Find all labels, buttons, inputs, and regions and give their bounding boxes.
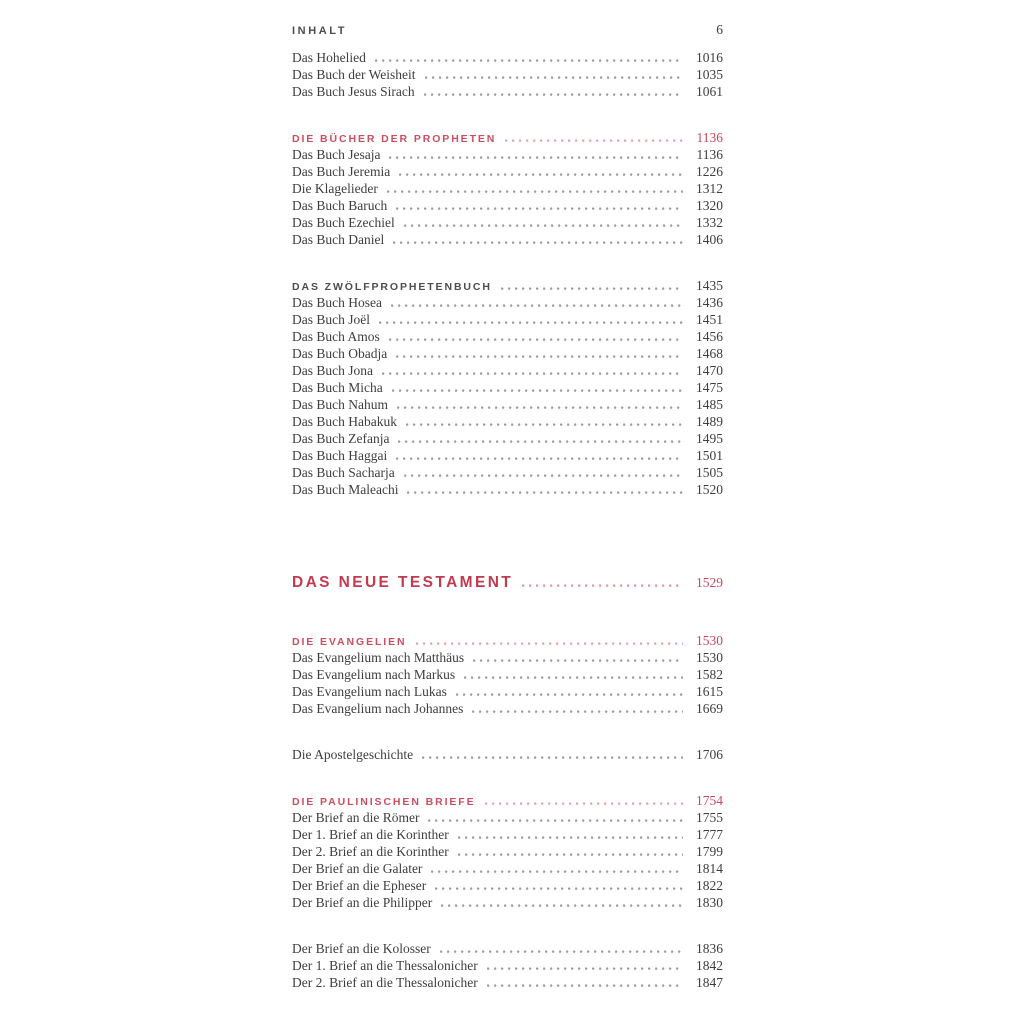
dot-leader xyxy=(416,642,683,645)
toc-section-heading xyxy=(292,632,723,649)
dot-leader xyxy=(404,224,683,227)
toc-entry xyxy=(292,311,723,328)
toc-entry-page: 1435 xyxy=(696,278,723,293)
toc-entry-title: Das Buch Baruch xyxy=(292,198,388,213)
toc-entry-page: 1489 xyxy=(696,414,723,429)
toc-entry-title: Der Brief an die Philipper xyxy=(292,895,433,910)
page-title: INHALT xyxy=(292,25,348,37)
toc-entry-title: Das Buch Maleachi xyxy=(292,482,399,497)
toc-entry-title: Das Evangelium nach Matthäus xyxy=(292,650,465,665)
toc-entry-title: Das Buch Obadja xyxy=(292,346,388,361)
toc-entry xyxy=(292,396,723,413)
toc-entry xyxy=(292,940,723,957)
toc-entry xyxy=(292,649,723,666)
toc-entry xyxy=(292,826,723,843)
toc-entry-title: Das Buch Ezechiel xyxy=(292,215,395,230)
dot-leader xyxy=(522,584,683,587)
toc-entry xyxy=(292,83,723,100)
toc-entry-page: 1529 xyxy=(696,575,723,590)
toc-entry-title: DAS NEUE TESTAMENT xyxy=(292,574,514,591)
toc-entry-page: 1136 xyxy=(696,147,723,162)
dot-leader xyxy=(396,207,683,210)
toc-section-heading xyxy=(292,792,723,809)
toc-group xyxy=(292,632,723,717)
toc-entry-title: Das Buch Jesus Sirach xyxy=(292,84,415,99)
toc-group xyxy=(292,277,723,498)
toc-entry-page: 1436 xyxy=(696,295,723,310)
toc-entry xyxy=(292,809,723,826)
dot-leader xyxy=(398,440,683,443)
dot-leader xyxy=(441,904,683,907)
toc-group xyxy=(292,746,723,763)
toc-entry-title: DIE BÜCHER DER PROPHETEN xyxy=(292,133,497,145)
toc-group xyxy=(292,49,723,100)
toc-entry-title: Der Brief an die Kolosser xyxy=(292,941,431,956)
toc-entry-page: 1830 xyxy=(696,895,723,910)
toc-entry-title: Der Brief an die Römer xyxy=(292,810,420,825)
toc-entry-title: Das Evangelium nach Lukas xyxy=(292,684,447,699)
toc-entry xyxy=(292,146,723,163)
toc-entry-title: Der 2. Brief an die Korinther xyxy=(292,844,449,859)
toc-entry xyxy=(292,413,723,430)
toc-entry xyxy=(292,294,723,311)
toc-entry xyxy=(292,362,723,379)
toc-entry-page: 1312 xyxy=(696,181,723,196)
toc-entry xyxy=(292,974,723,991)
toc-entry-page: 1061 xyxy=(696,84,723,99)
toc-entry xyxy=(292,877,723,894)
toc-group xyxy=(292,792,723,911)
toc-entry-title: Das Buch Joël xyxy=(292,312,370,327)
toc-entry-title: Das Buch Jona xyxy=(292,363,373,378)
toc-group xyxy=(292,129,723,248)
toc-entry-title: Das Buch der Weisheit xyxy=(292,67,416,82)
toc-testament-heading xyxy=(292,574,723,596)
toc-entry-page: 1485 xyxy=(696,397,723,412)
toc-major-section xyxy=(292,574,723,596)
dot-leader xyxy=(396,457,683,460)
toc-entry-title: Der Brief an die Galater xyxy=(292,861,423,876)
toc-entry-title: Das Buch Jeremia xyxy=(292,164,391,179)
dot-leader xyxy=(501,287,683,290)
dot-leader xyxy=(505,139,683,142)
toc-entry-page: 1836 xyxy=(696,941,723,956)
dot-leader xyxy=(485,802,683,805)
toc-entry xyxy=(292,345,723,362)
dot-leader xyxy=(424,93,683,96)
toc-entry-title: Der 2. Brief an die Thessalonicher xyxy=(292,975,478,990)
toc-entry-title: Das Buch Daniel xyxy=(292,232,385,247)
toc-entry xyxy=(292,957,723,974)
dot-leader xyxy=(425,76,683,79)
dot-leader xyxy=(487,984,683,987)
running-head xyxy=(292,22,723,38)
toc-entry-page: 1755 xyxy=(696,810,723,825)
dot-leader xyxy=(456,693,683,696)
toc-entry-page: 1451 xyxy=(696,312,723,327)
toc-entry-page: 1847 xyxy=(696,975,723,990)
toc-entry-page: 1226 xyxy=(696,164,723,179)
toc-entry-title: Der 1. Brief an die Thessalonicher xyxy=(292,958,478,973)
dot-leader xyxy=(458,853,683,856)
toc-group xyxy=(292,940,723,991)
dot-leader xyxy=(382,372,683,375)
toc-entry-title: DAS ZWÖLFPROPHETENBUCH xyxy=(292,281,492,293)
dot-leader xyxy=(406,423,683,426)
toc-entry-page: 1822 xyxy=(696,878,723,893)
dot-leader xyxy=(387,190,683,193)
toc-entry xyxy=(292,328,723,345)
toc-entry xyxy=(292,430,723,447)
toc-entry xyxy=(292,700,723,717)
dot-leader xyxy=(458,836,683,839)
toc-section-heading xyxy=(292,277,723,294)
toc-entry-page: 1799 xyxy=(696,844,723,859)
toc-entry xyxy=(292,481,723,498)
toc-entry-page: 1470 xyxy=(696,363,723,378)
toc-entry-page: 1777 xyxy=(696,827,723,842)
toc-entry-page: 1468 xyxy=(696,346,723,361)
toc-entry-page: 1842 xyxy=(696,958,723,973)
dot-leader xyxy=(389,338,683,341)
toc-entry-page: 1505 xyxy=(696,465,723,480)
toc-entry-page: 1501 xyxy=(696,448,723,463)
toc-entry xyxy=(292,197,723,214)
toc-entry xyxy=(292,180,723,197)
dot-leader xyxy=(440,950,683,953)
toc-entry xyxy=(292,231,723,248)
toc-entry-title: Das Buch Hosea xyxy=(292,295,382,310)
dot-leader xyxy=(397,406,683,409)
toc-entry-page: 1035 xyxy=(696,67,723,82)
toc-entry xyxy=(292,894,723,911)
toc-entry xyxy=(292,464,723,481)
toc-entry-title: Das Buch Micha xyxy=(292,380,383,395)
toc-entry-title: Das Buch Haggai xyxy=(292,448,388,463)
dot-leader xyxy=(435,887,683,890)
toc-groups xyxy=(292,49,723,991)
toc-entry-title: Der Brief an die Epheser xyxy=(292,878,427,893)
toc-entry-title: Das Buch Amos xyxy=(292,329,380,344)
toc-entry-page: 1615 xyxy=(696,684,723,699)
toc-section-heading xyxy=(292,129,723,146)
toc-entry-page: 1706 xyxy=(696,747,723,762)
toc-entry-title: Das Buch Jesaja xyxy=(292,147,381,162)
toc-entry xyxy=(292,379,723,396)
toc-entry xyxy=(292,66,723,83)
toc-entry xyxy=(292,683,723,700)
toc-entry-title: DIE EVANGELIEN xyxy=(292,636,407,648)
dot-leader xyxy=(431,870,683,873)
toc-entry xyxy=(292,163,723,180)
dot-leader xyxy=(379,321,683,324)
toc-entry xyxy=(292,746,723,763)
dot-leader xyxy=(472,710,683,713)
dot-leader xyxy=(396,355,683,358)
toc-entry-title: Das Hohelied xyxy=(292,50,366,65)
toc-entry-title: Die Apostelgeschichte xyxy=(292,747,414,762)
dot-leader xyxy=(399,173,683,176)
dot-leader xyxy=(473,659,683,662)
dot-leader xyxy=(422,756,683,759)
toc-entry xyxy=(292,666,723,683)
toc-entry-page: 1582 xyxy=(696,667,723,682)
dot-leader xyxy=(375,59,683,62)
toc-entry-title: DIE PAULINISCHEN BRIEFE xyxy=(292,796,476,808)
toc-entry-page: 1406 xyxy=(696,232,723,247)
toc-entry-page: 1136 xyxy=(696,130,723,145)
toc-entry-title: Das Buch Zefanja xyxy=(292,431,390,446)
toc-entry-page: 1475 xyxy=(696,380,723,395)
toc-entry-page: 1814 xyxy=(696,861,723,876)
toc-entry-title: Der 1. Brief an die Korinther xyxy=(292,827,449,842)
toc-entry-title: Das Evangelium nach Markus xyxy=(292,667,456,682)
dot-leader xyxy=(407,491,683,494)
toc-entry xyxy=(292,214,723,231)
toc-entry-title: Das Evangelium nach Johannes xyxy=(292,701,464,716)
toc-entry xyxy=(292,843,723,860)
toc-entry-page: 1320 xyxy=(696,198,723,213)
toc-entry-title: Das Buch Habakuk xyxy=(292,414,397,429)
toc-entry xyxy=(292,49,723,66)
dot-leader xyxy=(464,676,683,679)
dot-leader xyxy=(392,389,683,392)
toc-entry-title: Das Buch Sacharja xyxy=(292,465,395,480)
toc-entry-title: Das Buch Nahum xyxy=(292,397,388,412)
toc-entry-page: 1332 xyxy=(696,215,723,230)
toc-entry-page: 1016 xyxy=(696,50,723,65)
dot-leader xyxy=(404,474,683,477)
toc-entry-page: 1530 xyxy=(696,650,723,665)
dot-leader xyxy=(389,156,683,159)
dot-leader xyxy=(428,819,683,822)
toc-entry-title: Die Klagelieder xyxy=(292,181,378,196)
toc-entry-page: 1669 xyxy=(696,701,723,716)
toc-entry-page: 1754 xyxy=(696,793,723,808)
toc-entry-page: 1520 xyxy=(696,482,723,497)
toc-entry-page: 1530 xyxy=(696,633,723,648)
dot-leader xyxy=(487,967,683,970)
dot-leader xyxy=(391,304,683,307)
toc-entry-page: 1456 xyxy=(696,329,723,344)
toc-page xyxy=(292,22,723,991)
dot-leader xyxy=(393,241,683,244)
toc-entry xyxy=(292,860,723,877)
toc-entry-page: 1495 xyxy=(696,431,723,446)
folio-page-number: 6 xyxy=(716,22,723,37)
toc-entry xyxy=(292,447,723,464)
